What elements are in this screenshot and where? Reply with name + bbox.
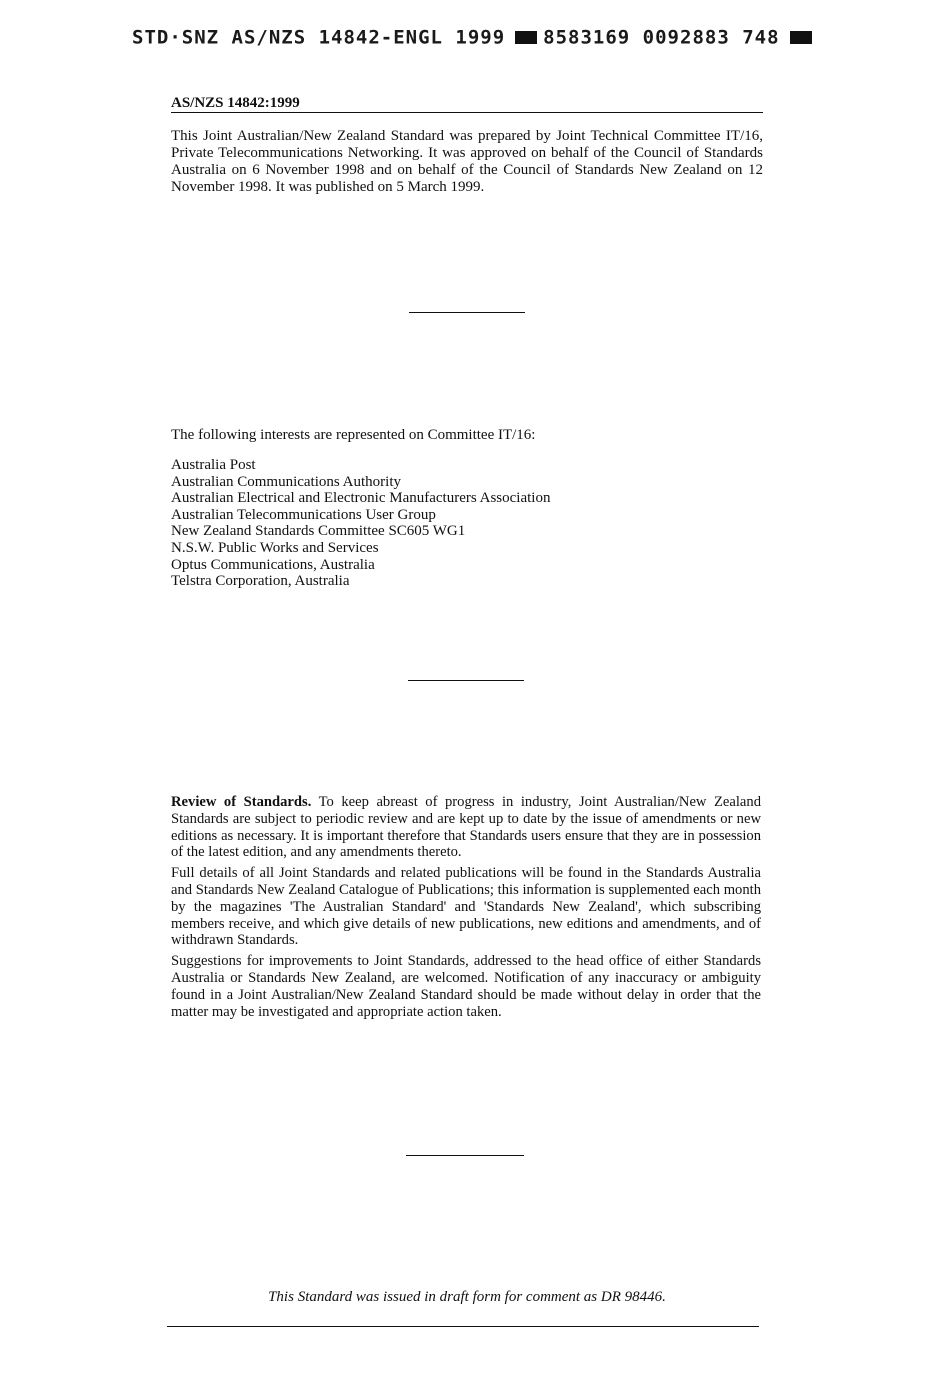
draft-note: This Standard was issued in draft form for comment as DR 98446.: [268, 1289, 666, 1305]
list-item: Telstra Corporation, Australia: [171, 573, 350, 590]
list-item: Australia Post: [171, 457, 256, 473]
section-divider: [409, 312, 525, 313]
section-divider: [406, 1155, 524, 1156]
stamp-block-mark: [515, 31, 537, 44]
review-paragraph-2: Full details of all Joint Standards and related publications will be found in the Standards Australia and Standards New Zealand Catalogue of Publications; this information is supplemented each month by the magazines 'The Australian Standard' and 'Standards New Zealand', which subscribing members receive, and which give details of new publications, new editions and amendments, and of withdrawn Standards.: [171, 865, 761, 949]
list-item: New Zealand Standards Committee SC605 WG1: [171, 523, 466, 540]
document-id: AS/NZS 14842:1999: [171, 95, 300, 111]
stamp-right-text: 8583169 0092883 748: [543, 26, 780, 49]
review-heading: Review of Standards.: [171, 794, 312, 810]
stamp-block-mark-end: [790, 31, 812, 44]
interests-intro: The following interests are represented on Committee IT/16:: [171, 427, 536, 443]
interests-list: [171, 457, 550, 590]
review-section: [171, 794, 761, 1024]
list-item: N.S.W. Public Works and Services: [171, 539, 379, 556]
header-stamp: [132, 26, 812, 54]
list-item: Australian Electrical and Electronic Manufacturers Association: [171, 490, 551, 507]
section-divider: [408, 680, 524, 681]
list-item: Optus Communications, Australia: [171, 556, 375, 573]
top-rule: [171, 112, 763, 113]
review-paragraph-1: [171, 794, 761, 861]
list-item: Australian Telecommunications User Group: [171, 506, 436, 523]
stamp-left-text: STD·SNZ AS/NZS 14842-ENGL 1999: [132, 26, 506, 49]
list-item: Australian Communications Authority: [171, 473, 401, 490]
review-text-1: To keep abreast of progress in industry, Joint Australian/New Zealand Standards are subject to periodic review and are kept up to date by the issue of amendments or new editions as necessary. It is important therefore that Standards users ensure that they are in possession of the latest edition, and any amendments thereto.: [171, 794, 761, 861]
preparation-paragraph: This Joint Australian/New Zealand Standard was prepared by Joint Technical Committee IT/16, Private Telecommunications Networking. It was approved on behalf of the Council of Standards Australia on 6 November 1998 and on behalf of the Council of Standards New Zealand on 12 November 1998. It was published on 5 March 1999.: [171, 128, 763, 195]
review-paragraph-3: Suggestions for improvements to Joint Standards, addressed to the head office of either Standards Australia or Standards New Zealand, are welcomed. Notification of any inaccuracy or ambiguity found in a Joint Australian/New Zealand Standard should be made without delay in order that the matter may be investigated and appropriate action taken.: [171, 953, 761, 1020]
bottom-rule: [167, 1326, 759, 1327]
